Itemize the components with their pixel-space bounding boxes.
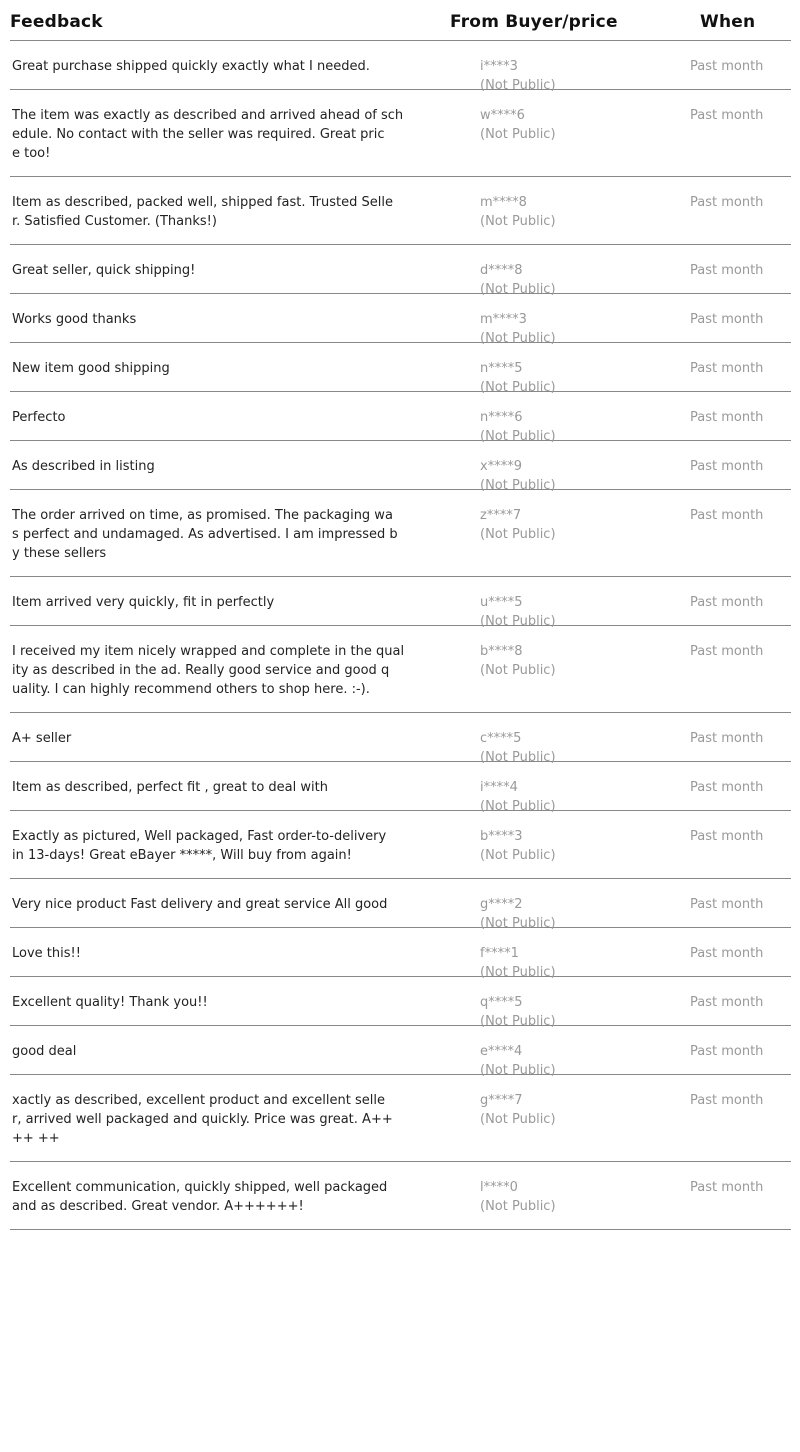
buyer-info xyxy=(480,193,556,231)
buyer-name: w****6 xyxy=(480,108,525,123)
feedback-text: xactly as described, excellent product and excellent selle r, arrived well packaged and quickly. Price was great. A++ ++ ++ xyxy=(12,1093,393,1146)
feedback-when: Past month xyxy=(690,59,764,74)
header-when: When xyxy=(700,12,756,32)
buyer-visibility: (Not Public) xyxy=(480,282,556,297)
buyer-name: n****5 xyxy=(480,361,523,376)
buyer-visibility: (Not Public) xyxy=(480,478,556,493)
buyer-visibility: (Not Public) xyxy=(480,750,556,765)
feedback-text: Excellent quality! Thank you!! xyxy=(12,995,208,1010)
buyer-visibility: (Not Public) xyxy=(480,127,556,142)
feedback-when: Past month xyxy=(690,1044,764,1059)
feedback-text: I received my item nicely wrapped and complete in the qual ity as described in the ad. Really good service and good q uality. I can highly recommend others to shop here. :-). xyxy=(12,644,405,697)
buyer-visibility: (Not Public) xyxy=(480,1063,556,1078)
feedback-text: Item arrived very quickly, fit in perfectly xyxy=(12,595,275,610)
table-row xyxy=(10,1162,791,1230)
table-body xyxy=(10,41,791,1230)
buyer-name: b****8 xyxy=(480,644,523,659)
buyer-info xyxy=(480,827,556,865)
buyer-name: f****1 xyxy=(480,946,519,961)
buyer-visibility: (Not Public) xyxy=(480,614,556,629)
table-row xyxy=(10,245,791,297)
buyer-name: g****2 xyxy=(480,897,523,912)
buyer-name: e****4 xyxy=(480,1044,523,1059)
buyer-info xyxy=(480,1178,556,1216)
table-row xyxy=(10,762,791,814)
buyer-name: i****4 xyxy=(480,780,518,795)
feedback-when: Past month xyxy=(690,1093,764,1108)
buyer-info xyxy=(480,506,556,544)
table-row xyxy=(10,294,791,346)
feedback-text: Excellent communication, quickly shipped, well packaged and as described. Great vendor. A++++++! xyxy=(12,1180,388,1214)
buyer-visibility: (Not Public) xyxy=(480,799,556,814)
table-row xyxy=(10,392,791,444)
table-row xyxy=(10,490,791,577)
buyer-visibility: (Not Public) xyxy=(480,1014,556,1029)
table-row xyxy=(10,713,791,765)
buyer-info xyxy=(480,642,556,680)
feedback-when: Past month xyxy=(690,1180,764,1195)
feedback-text: Great purchase shipped quickly exactly what I needed. xyxy=(12,59,370,74)
table-row xyxy=(10,41,791,93)
buyer-name: l****0 xyxy=(480,1180,518,1195)
header-buyer: From Buyer/price xyxy=(450,12,618,32)
feedback-text: Works good thanks xyxy=(12,312,137,327)
buyer-visibility: (Not Public) xyxy=(480,1112,556,1127)
feedback-when: Past month xyxy=(690,410,764,425)
buyer-visibility: (Not Public) xyxy=(480,331,556,346)
feedback-text: Very nice product Fast delivery and great service All good xyxy=(12,897,388,912)
buyer-info xyxy=(480,106,556,144)
buyer-visibility: (Not Public) xyxy=(480,663,556,678)
feedback-when: Past month xyxy=(690,195,764,210)
table-row xyxy=(10,577,791,629)
buyer-name: g****7 xyxy=(480,1093,523,1108)
table-row xyxy=(10,1075,791,1162)
buyer-name: n****6 xyxy=(480,410,523,425)
feedback-when: Past month xyxy=(690,312,764,327)
feedback-when: Past month xyxy=(690,897,764,912)
feedback-when: Past month xyxy=(690,595,764,610)
buyer-name: q****5 xyxy=(480,995,523,1010)
buyer-visibility: (Not Public) xyxy=(480,429,556,444)
buyer-visibility: (Not Public) xyxy=(480,214,556,229)
feedback-text: Exactly as pictured, Well packaged, Fast order-to-delivery in 13-days! Great eBayer *****, Will buy from again! xyxy=(12,829,387,863)
feedback-text: The item was exactly as described and arrived ahead of sch edule. No contact with the seller was required. Great pric e too! xyxy=(12,108,404,161)
table-row xyxy=(10,343,791,395)
feedback-when: Past month xyxy=(690,946,764,961)
feedback-text: A+ seller xyxy=(12,731,72,746)
feedback-text: As described in listing xyxy=(12,459,155,474)
feedback-when: Past month xyxy=(690,263,764,278)
feedback-when: Past month xyxy=(690,829,764,844)
feedback-when: Past month xyxy=(690,780,764,795)
feedback-text: Item as described, packed well, shipped fast. Trusted Selle r. Satisfied Customer. (Thanks!) xyxy=(12,195,393,229)
buyer-name: i****3 xyxy=(480,59,518,74)
table-row xyxy=(10,879,791,931)
feedback-when: Past month xyxy=(690,995,764,1010)
buyer-name: m****3 xyxy=(480,312,527,327)
table-row xyxy=(10,928,791,980)
feedback-text: good deal xyxy=(12,1044,77,1059)
feedback-text: Love this!! xyxy=(12,946,81,961)
buyer-visibility: (Not Public) xyxy=(480,527,556,542)
feedback-table xyxy=(10,0,791,1230)
buyer-name: b****3 xyxy=(480,829,523,844)
table-header xyxy=(10,0,791,41)
table-row xyxy=(10,811,791,879)
buyer-visibility: (Not Public) xyxy=(480,1199,556,1214)
buyer-name: m****8 xyxy=(480,195,527,210)
feedback-when: Past month xyxy=(690,108,764,123)
buyer-visibility: (Not Public) xyxy=(480,380,556,395)
table-row xyxy=(10,177,791,245)
table-row xyxy=(10,90,791,177)
buyer-name: x****9 xyxy=(480,459,522,474)
buyer-visibility: (Not Public) xyxy=(480,916,556,931)
buyer-visibility: (Not Public) xyxy=(480,965,556,980)
buyer-name: c****5 xyxy=(480,731,522,746)
buyer-name: d****8 xyxy=(480,263,523,278)
table-row xyxy=(10,441,791,493)
feedback-when: Past month xyxy=(690,459,764,474)
feedback-text: The order arrived on time, as promised. The packaging wa s perfect and undamaged. As advertised. I am impressed b y these sellers xyxy=(12,508,398,561)
buyer-name: z****7 xyxy=(480,508,522,523)
header-feedback: Feedback xyxy=(10,12,103,32)
feedback-text: Perfecto xyxy=(12,410,66,425)
feedback-text: Great seller, quick shipping! xyxy=(12,263,196,278)
buyer-visibility: (Not Public) xyxy=(480,78,556,93)
feedback-when: Past month xyxy=(690,508,764,523)
feedback-text: New item good shipping xyxy=(12,361,170,376)
feedback-when: Past month xyxy=(690,644,764,659)
feedback-when: Past month xyxy=(690,731,764,746)
table-row xyxy=(10,977,791,1029)
feedback-when: Past month xyxy=(690,361,764,376)
table-row xyxy=(10,626,791,713)
buyer-info xyxy=(480,1091,556,1129)
buyer-visibility: (Not Public) xyxy=(480,848,556,863)
table-row xyxy=(10,1026,791,1078)
feedback-text: Item as described, perfect fit , great to deal with xyxy=(12,780,328,795)
buyer-name: u****5 xyxy=(480,595,523,610)
